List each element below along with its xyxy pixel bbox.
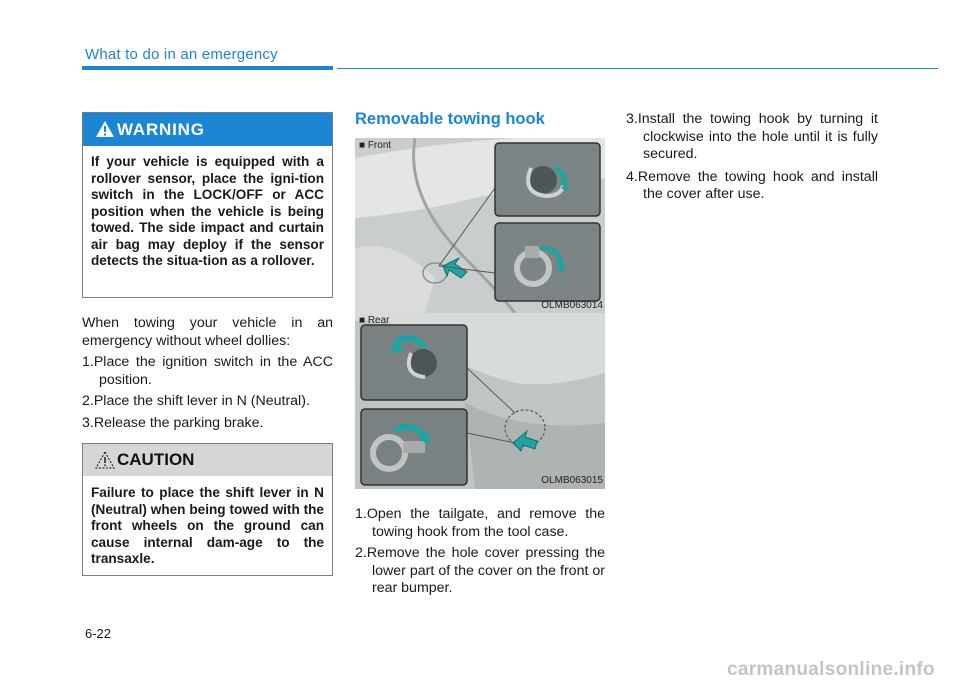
step-item: 4.Remove the towing hook and install the cover after use. [626, 168, 878, 202]
steps-left-list [82, 354, 333, 436]
header-rule-thin [337, 68, 938, 69]
caution-box [82, 443, 333, 576]
rear-towing-hook-figure [355, 313, 605, 489]
watermark: carmanualsonline.info [727, 659, 935, 680]
caution-body: Failure to place the shift lever in N (Neutral) when being towed with the front wheels on the ground can cause internal dam-age to the transaxle. [91, 485, 324, 566]
steps-mid-list [355, 506, 605, 602]
step-item: 2.Remove the hole cover pressing the lower part of the cover on the front or rear bumper. [355, 545, 605, 596]
step-item: 3.Release the parking brake. [82, 414, 264, 431]
caution-triangle-icon [95, 451, 115, 469]
rear-figure-label: ■ Rear [359, 315, 390, 326]
step-item: 3.Install the towing hook by turning it clockwise into the hole until it is fully secured. [626, 111, 878, 162]
front-figure-label: ■ Front [359, 140, 392, 151]
caution-title: CAUTION [117, 450, 195, 469]
front-bumper-illustration [355, 138, 605, 313]
section-title: What to do in an emergency [85, 46, 278, 63]
rear-bumper-illustration [355, 313, 605, 489]
warning-box [82, 112, 333, 298]
intro-paragraph: When towing your vehicle in an emergency without wheel dollies: [82, 315, 333, 349]
header-rule-thick [82, 66, 333, 70]
steps-right-list [626, 111, 878, 208]
rear-figure-code: OLMB063015 [541, 475, 603, 486]
page-number: 6-22 [85, 626, 112, 641]
step-item: 1.Place the ignition switch in the ACC position. [82, 354, 333, 388]
warning-body: If your vehicle is equipped with a rollover sensor, place the igni-tion switch in the LOCK/OFF or ACC position when the vehicle is being towed. The side impact and curtain air bag may deploy if the sensor detects the situa-tion as a rollover. [91, 154, 324, 268]
warning-triangle-icon [95, 120, 115, 138]
caution-header [83, 444, 332, 476]
front-towing-hook-figure [355, 138, 605, 313]
removable-towing-hook-heading: Removable towing hook [355, 110, 545, 128]
front-figure-code: OLMB063014 [541, 300, 603, 311]
warning-header [83, 113, 332, 146]
step-item: 2.Place the shift lever in N (Neutral). [82, 393, 310, 409]
warning-title: WARNING [117, 119, 205, 139]
step-item: 1.Open the tailgate, and remove the towing hook from the tool case. [355, 506, 605, 540]
